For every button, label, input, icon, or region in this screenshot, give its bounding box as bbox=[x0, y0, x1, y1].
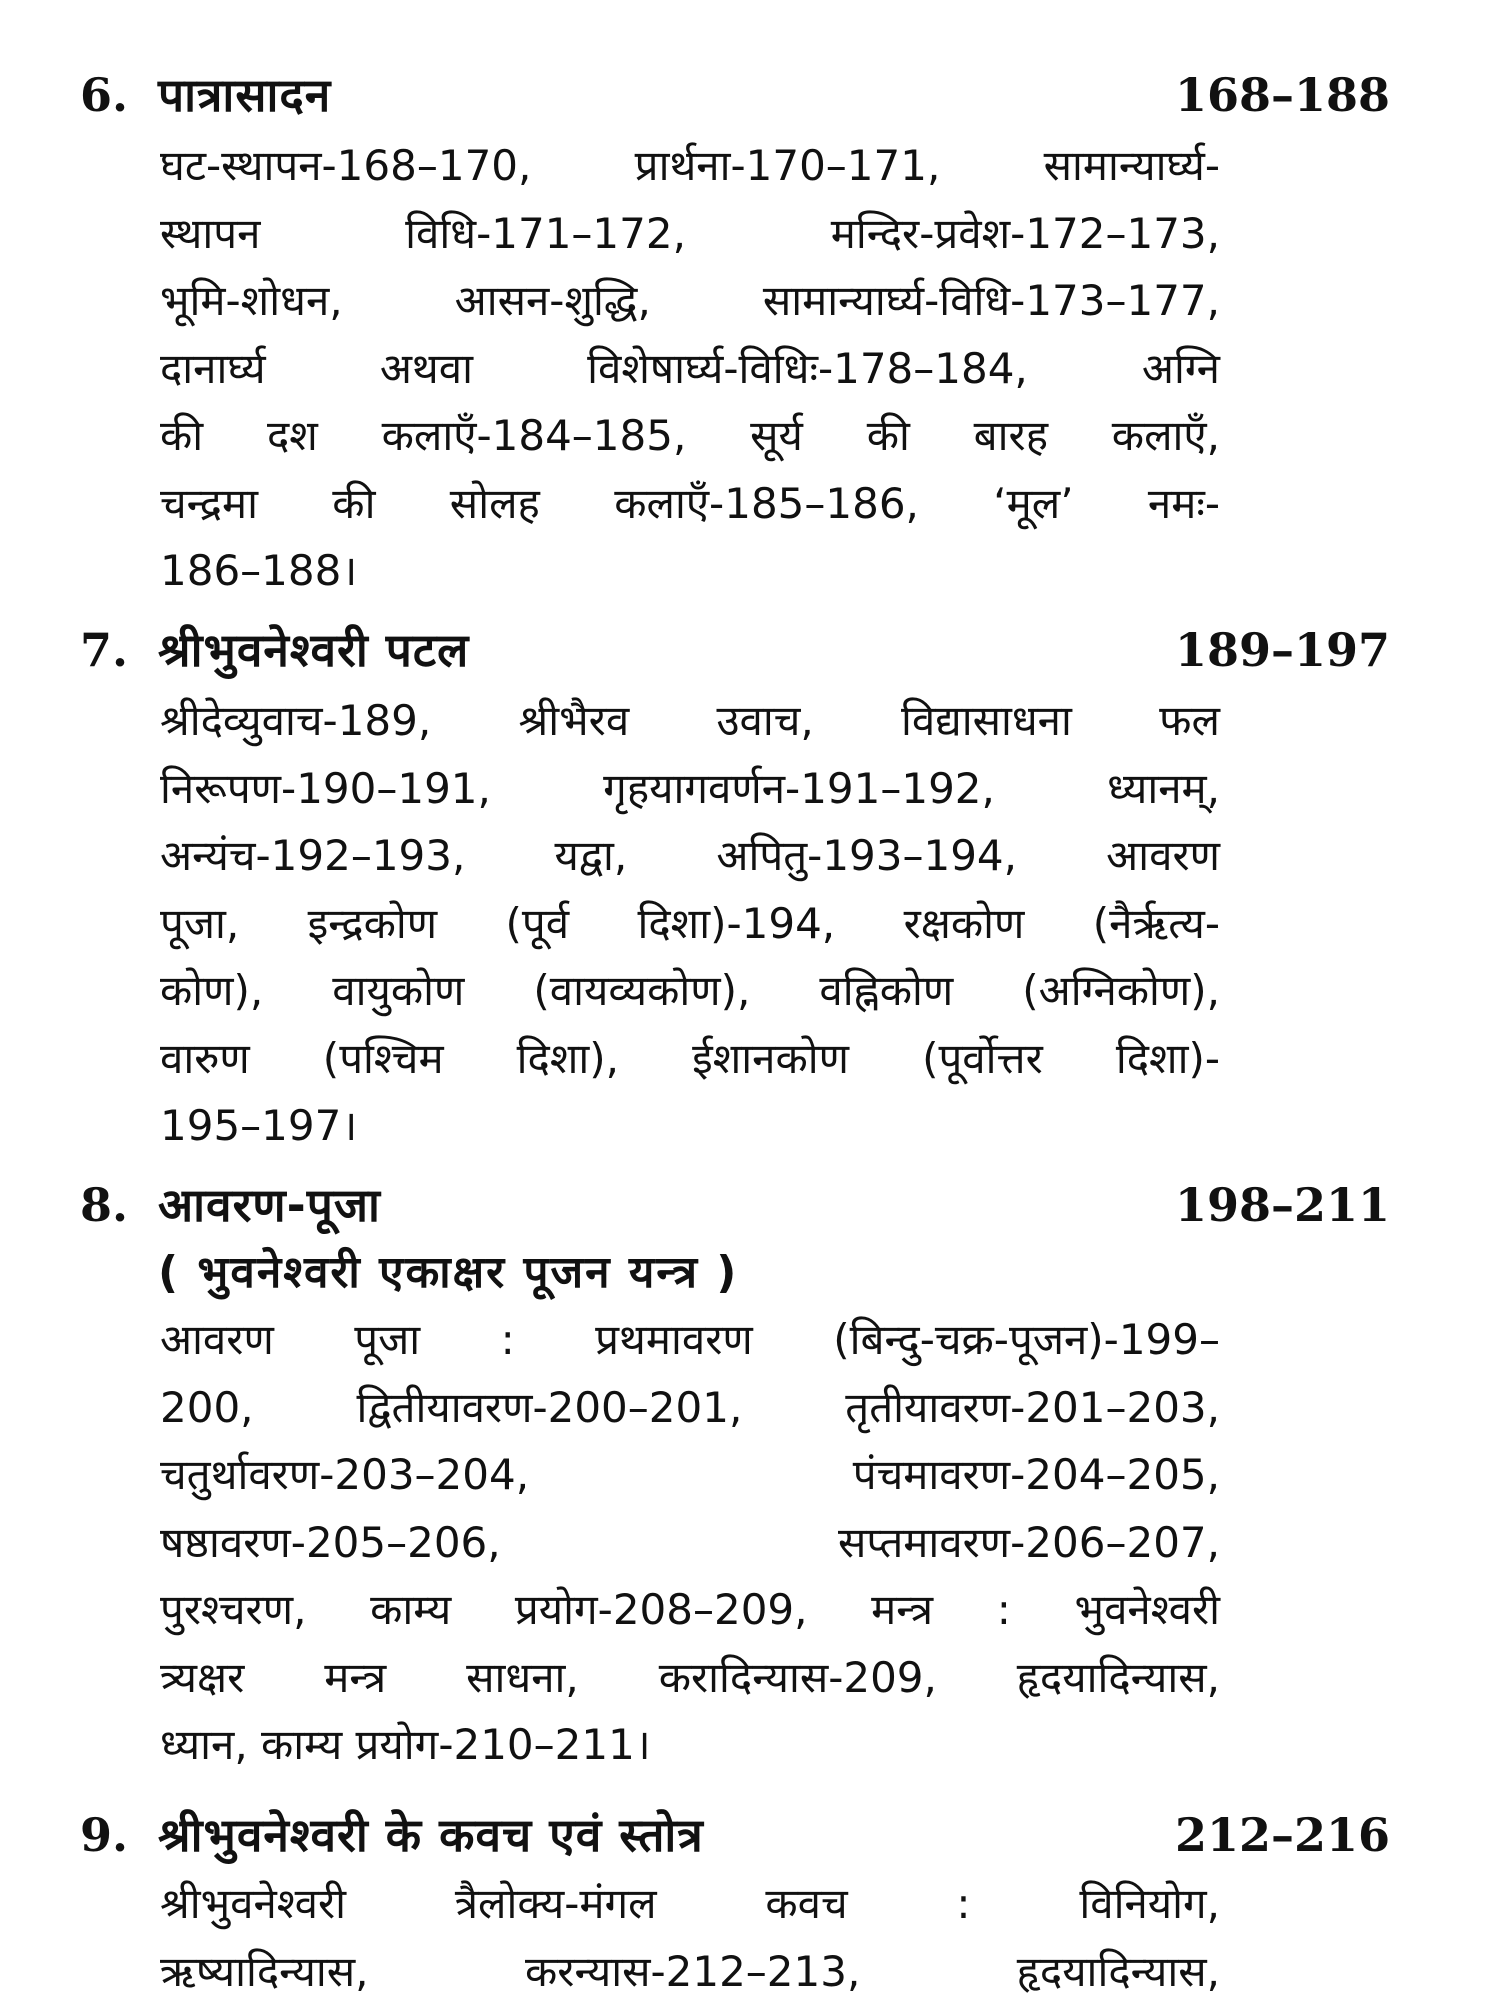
description-line: पुरश्चरण, काम्य प्रयोग-208–209, मन्त्र : भुवनेश्वरी bbox=[160, 1576, 1220, 1644]
toc-entry-7 bbox=[80, 615, 1410, 1160]
description-line: 195–197। bbox=[160, 1092, 1220, 1160]
description-line: चन्द्रमा की सोलह कलाएँ-185–186, ‘मूल’ नमः- bbox=[160, 470, 1220, 538]
description-line: श्रीभुवनेश्वरी त्रैलोक्य-मंगल कवच : विनियोग, bbox=[160, 1870, 1220, 1938]
description-line: अन्यंच-192–193, यद्वा, अपितु-193–194, आवरण bbox=[160, 822, 1220, 890]
description-line: 200, द्वितीयावरण-200–201, तृतीयावरण-201–203, bbox=[160, 1374, 1220, 1442]
description-line: चतुर्थावरण-203–204, पंचमावरण-204–205, bbox=[160, 1441, 1220, 1509]
toc-entry-6 bbox=[80, 60, 1410, 605]
entry-title: श्रीभुवनेश्वरी पटल bbox=[158, 615, 469, 685]
description-line: श्रीदेव्युवाच-189, श्रीभैरव उवाच, विद्यासाधना फल bbox=[160, 687, 1220, 755]
entry-heading bbox=[80, 1800, 1410, 1870]
entry-page-range: 189–197 bbox=[1175, 615, 1390, 685]
entry-title: आवरण-पूजा bbox=[158, 1170, 381, 1240]
entry-description bbox=[160, 132, 1220, 605]
description-line: त्र्यक्षर मन्त्र साधना, करादिन्यास-209, हृदयादिन्यास, bbox=[160, 1644, 1220, 1712]
entry-description bbox=[160, 1870, 1220, 2005]
entry-heading bbox=[80, 60, 1410, 130]
description-line: स्थापन विधि-171–172, मन्दिर-प्रवेश-172–173, bbox=[160, 200, 1220, 268]
entry-heading bbox=[80, 1170, 1410, 1240]
entry-page-range: 212–216 bbox=[1175, 1800, 1390, 1870]
entry-number: 7. bbox=[80, 615, 128, 685]
entry-description bbox=[160, 1306, 1220, 1779]
entry-heading bbox=[80, 615, 1410, 685]
description-line: दानार्घ्य अथवा विशेषार्घ्य-विधिः-178–184, अग्नि bbox=[160, 335, 1220, 403]
description-line: की दश कलाएँ-184–185, सूर्य की बारह कलाएँ, bbox=[160, 402, 1220, 470]
entry-page-range: 198–211 bbox=[1175, 1170, 1390, 1240]
entry-title: पात्रासादन bbox=[158, 60, 331, 130]
description-line: ऋष्यादिन्यास, करन्यास-212–213, हृदयादिन्यास, bbox=[160, 1938, 1220, 2005]
description-line: निरूपण-190–191, गृहयागवर्णन-191–192, ध्यानम्, bbox=[160, 755, 1220, 823]
entry-number: 8. bbox=[80, 1170, 128, 1240]
entry-number: 9. bbox=[80, 1800, 128, 1870]
toc-entry-9 bbox=[80, 1800, 1410, 2005]
description-line: पूजा, इन्द्रकोण (पूर्व दिशा)-194, रक्षकोण (नैर्ऋत्य- bbox=[160, 890, 1220, 958]
entry-title: श्रीभुवनेश्वरी के कवच एवं स्तोत्र bbox=[158, 1800, 704, 1870]
description-line: ध्यान, काम्य प्रयोग-210–211। bbox=[160, 1711, 1220, 1779]
entry-description bbox=[160, 687, 1220, 1160]
entry-subtitle: ( भुवनेश्वरी एकाक्षर पूजन यन्त्र ) bbox=[158, 1240, 1410, 1306]
description-line: घट-स्थापन-168–170, प्रार्थना-170–171, सामान्यार्घ्य- bbox=[160, 132, 1220, 200]
description-line: भूमि-शोधन, आसन-शुद्धि, सामान्यार्घ्य-विधि-173–177, bbox=[160, 267, 1220, 335]
toc-entry-8 bbox=[80, 1170, 1410, 1779]
description-line: षष्ठावरण-205–206, सप्तमावरण-206–207, bbox=[160, 1509, 1220, 1577]
entry-number: 6. bbox=[80, 60, 128, 130]
description-line: 186–188। bbox=[160, 537, 1220, 605]
description-line: आवरण पूजा : प्रथमावरण (बिन्दु-चक्र-पूजन)-199– bbox=[160, 1306, 1220, 1374]
entry-page-range: 168–188 bbox=[1175, 60, 1390, 130]
description-line: वारुण (पश्चिम दिशा), ईशानकोण (पूर्वोत्तर दिशा)- bbox=[160, 1025, 1220, 1093]
description-line: कोण), वायुकोण (वायव्यकोण), वह्निकोण (अग्निकोण), bbox=[160, 957, 1220, 1025]
